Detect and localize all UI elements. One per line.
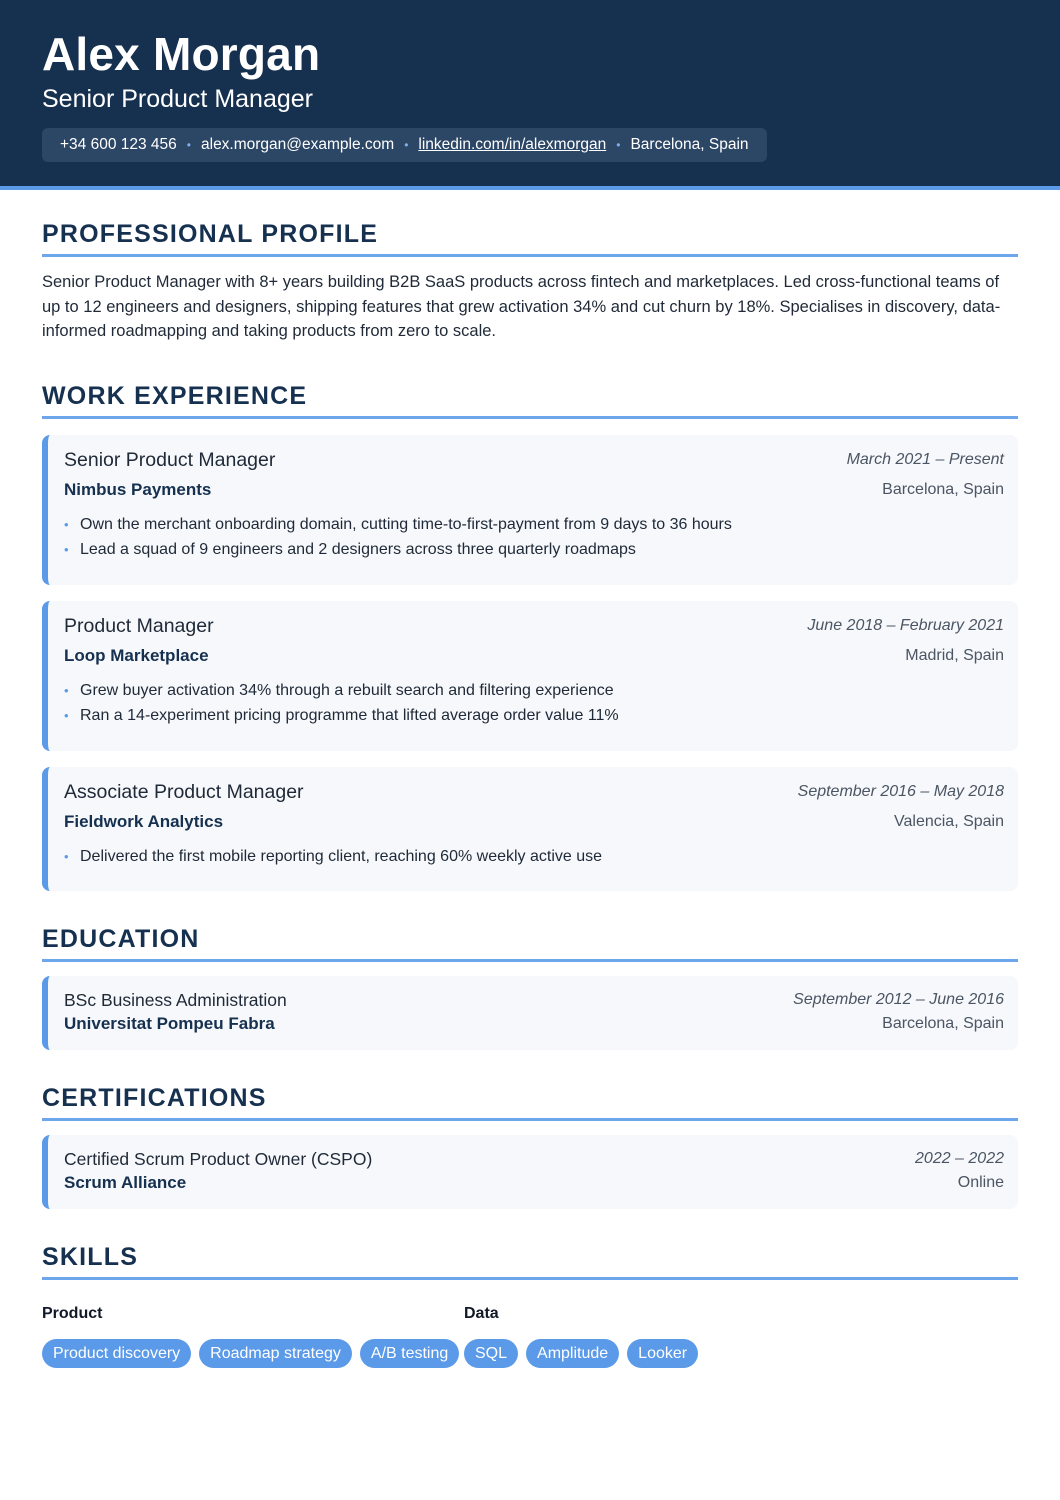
job-bullet: • Own the merchant onboarding domain, cutting time-to-first-payment from 9 days to 36 hours — [64, 512, 847, 537]
education-location: Barcelona, Spain — [882, 1014, 1004, 1032]
certification-location: Online — [957, 1173, 1004, 1191]
skill-chip: Amplitude — [526, 1339, 619, 1368]
skill-chip: SQL — [464, 1339, 518, 1368]
section-title-experience: WORK EXPERIENCE — [42, 382, 1018, 419]
company-name: Fieldwork Analytics — [64, 811, 224, 831]
job-dates: June 2018 – February 2021 — [807, 616, 1004, 634]
job-dates: September 2016 – May 2018 — [797, 782, 1004, 800]
certification-entry — [42, 1135, 1018, 1209]
job-title: Senior Product Manager — [64, 448, 276, 471]
section-title-education: EDUCATION — [42, 925, 1018, 962]
contact-bar — [42, 128, 767, 162]
contact-separator: • — [186, 138, 191, 152]
contact-separator: • — [616, 138, 621, 152]
resume-body — [0, 220, 1060, 1368]
job-bullet: • Delivered the first mobile reporting client, reaching 60% weekly active use — [64, 844, 798, 869]
job-bullets — [64, 512, 847, 562]
job-bullets — [64, 678, 807, 728]
contact-linkedin-link[interactable]: linkedin.com/in/alexmorgan — [418, 136, 607, 153]
company-name: Nimbus Payments — [64, 479, 212, 499]
skill-group-product — [42, 1304, 464, 1368]
job-bullet: • Grew buyer activation 34% through a rebuilt search and filtering experience — [64, 678, 807, 703]
skill-chip: Roadmap strategy — [199, 1339, 352, 1368]
certification-issuer: Scrum Alliance — [64, 1172, 187, 1192]
job-bullet: • Lead a squad of 9 engineers and 2 designers across three quarterly roadmaps — [64, 537, 847, 562]
contact-email[interactable]: alex.morgan@example.com — [201, 136, 395, 153]
skill-group-label: Product — [42, 1304, 103, 1322]
skill-chip: Looker — [627, 1339, 698, 1368]
job-title: Associate Product Manager — [64, 780, 304, 803]
skill-group-label: Data — [464, 1304, 499, 1322]
job-location: Valencia, Spain — [894, 812, 1004, 830]
skill-chips — [42, 1339, 464, 1368]
skill-chip: Product discovery — [42, 1339, 191, 1368]
contact-separator: • — [404, 138, 409, 152]
skill-chip: A/B testing — [360, 1339, 459, 1368]
degree-name: BSc Business Administration — [64, 989, 287, 1010]
section-title-skills: SKILLS — [42, 1243, 1018, 1280]
company-name: Loop Marketplace — [64, 645, 209, 665]
education-entry — [42, 976, 1018, 1050]
contact-location: Barcelona, Spain — [630, 136, 749, 153]
experience-entry — [42, 435, 1018, 585]
job-dates: March 2021 – Present — [846, 450, 1004, 468]
experience-entry — [42, 767, 1018, 891]
section-title-certifications: CERTIFICATIONS — [42, 1084, 1018, 1121]
skill-group-data — [464, 1304, 706, 1368]
certification-name: Certified Scrum Product Owner (CSPO) — [64, 1148, 373, 1169]
profile-summary: Senior Product Manager with 8+ years building B2B SaaS products across fintech and marketplaces. Led cross-functional teams of up to 12 engineers and designers, shipping features that grew activation 34% and cut churn by 18%. Specialises in discovery, data-informed roadmapping and taking products from zero to scale. — [42, 273, 1001, 340]
job-bullets — [64, 844, 798, 869]
job-bullet: • Ran a 14-experiment pricing programme that lifted average order value 11% — [64, 703, 807, 728]
skill-chips — [464, 1339, 706, 1368]
resume-header — [0, 0, 1060, 190]
experience-entry — [42, 601, 1018, 751]
school-name: Universitat Pompeu Fabra — [64, 1013, 275, 1033]
section-title-profile: PROFESSIONAL PROFILE — [42, 220, 1018, 257]
job-location: Barcelona, Spain — [882, 480, 1004, 498]
candidate-role: Senior Product Manager — [42, 85, 313, 113]
education-dates: September 2012 – June 2016 — [793, 990, 1004, 1008]
candidate-name: Alex Morgan — [42, 28, 321, 80]
job-location: Madrid, Spain — [905, 646, 1004, 664]
contact-phone[interactable]: +34 600 123 456 — [60, 136, 177, 153]
skills-groups — [42, 1304, 1018, 1368]
job-title: Product Manager — [64, 614, 214, 637]
certification-dates: 2022 – 2022 — [915, 1149, 1004, 1167]
